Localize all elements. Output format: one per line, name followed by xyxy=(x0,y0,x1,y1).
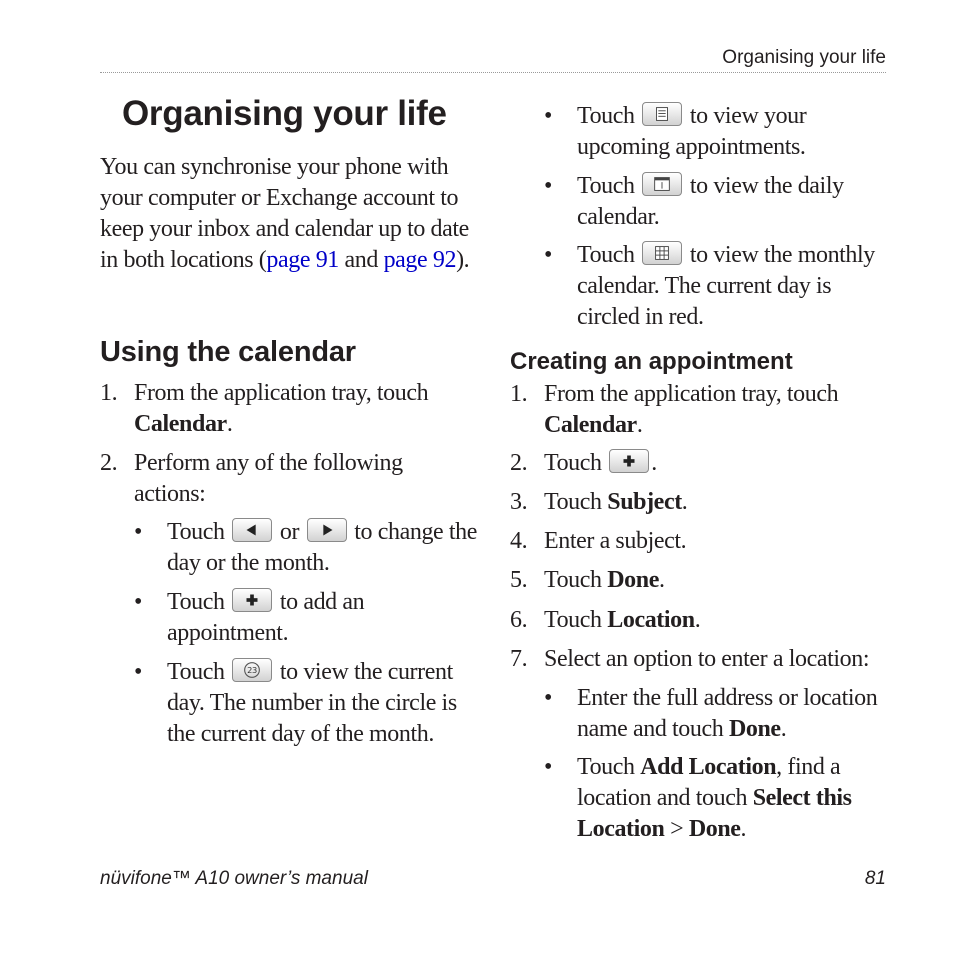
bullet: • xyxy=(544,103,553,129)
footer-manual-title: nüvifone™ A10 owner’s manual xyxy=(100,868,368,889)
step-number: 3. xyxy=(510,489,528,515)
step-number: 1. xyxy=(510,381,528,407)
day-number: 23 xyxy=(247,665,258,676)
step-number: 2. xyxy=(100,450,118,476)
section-heading-using-calendar: Using the calendar xyxy=(100,336,356,368)
running-header: Organising your life xyxy=(722,47,886,68)
done-label: Done xyxy=(728,716,781,742)
current-day-circle-icon xyxy=(232,658,272,682)
subject-label: Subject xyxy=(607,489,682,515)
calendar-label: Calendar xyxy=(134,411,227,437)
bullet: • xyxy=(544,685,553,711)
list-view-icon xyxy=(642,102,682,126)
page-title: Organising your life xyxy=(122,94,447,133)
section-heading-creating-appointment: Creating an appointment xyxy=(510,348,793,375)
page-number: 81 xyxy=(864,868,886,889)
link-page-91[interactable]: page 91 xyxy=(266,247,339,273)
intro-text-b: and xyxy=(338,247,384,273)
plus-icon xyxy=(609,449,649,473)
step-number: 7. xyxy=(510,646,528,672)
intro-text-c: ). xyxy=(456,247,470,273)
step-number: 6. xyxy=(510,607,528,633)
done-label: Done xyxy=(607,567,659,593)
bullet: • xyxy=(134,519,143,545)
daily-calendar-icon xyxy=(642,172,682,196)
bullet: • xyxy=(544,754,553,780)
step-number: 5. xyxy=(510,567,528,593)
select-this-location-label: Select this Location xyxy=(577,785,852,842)
previous-arrow-icon xyxy=(232,518,272,542)
intro-paragraph xyxy=(100,152,480,276)
next-arrow-icon xyxy=(307,518,347,542)
step-number: 4. xyxy=(510,528,528,554)
monthly-grid-icon xyxy=(642,241,682,265)
calendar-label: Calendar xyxy=(544,412,637,438)
done-label: Done xyxy=(688,816,741,842)
bullet: • xyxy=(134,589,143,615)
bullet: • xyxy=(134,659,143,685)
link-page-92[interactable]: page 92 xyxy=(383,247,457,273)
location-label: Location xyxy=(607,607,695,633)
add-location-label: Add Location xyxy=(640,754,777,780)
bullet: • xyxy=(544,242,553,268)
header-divider xyxy=(100,72,886,73)
plus-icon xyxy=(232,588,272,612)
step-number: 2. xyxy=(510,450,528,476)
intro-text-a: You can synchronise your phone with your computer or Exchange account to keep your inbox and calendar up to date in both locations ( xyxy=(100,154,469,273)
step-number: 1. xyxy=(100,380,118,406)
bullet: • xyxy=(544,173,553,199)
